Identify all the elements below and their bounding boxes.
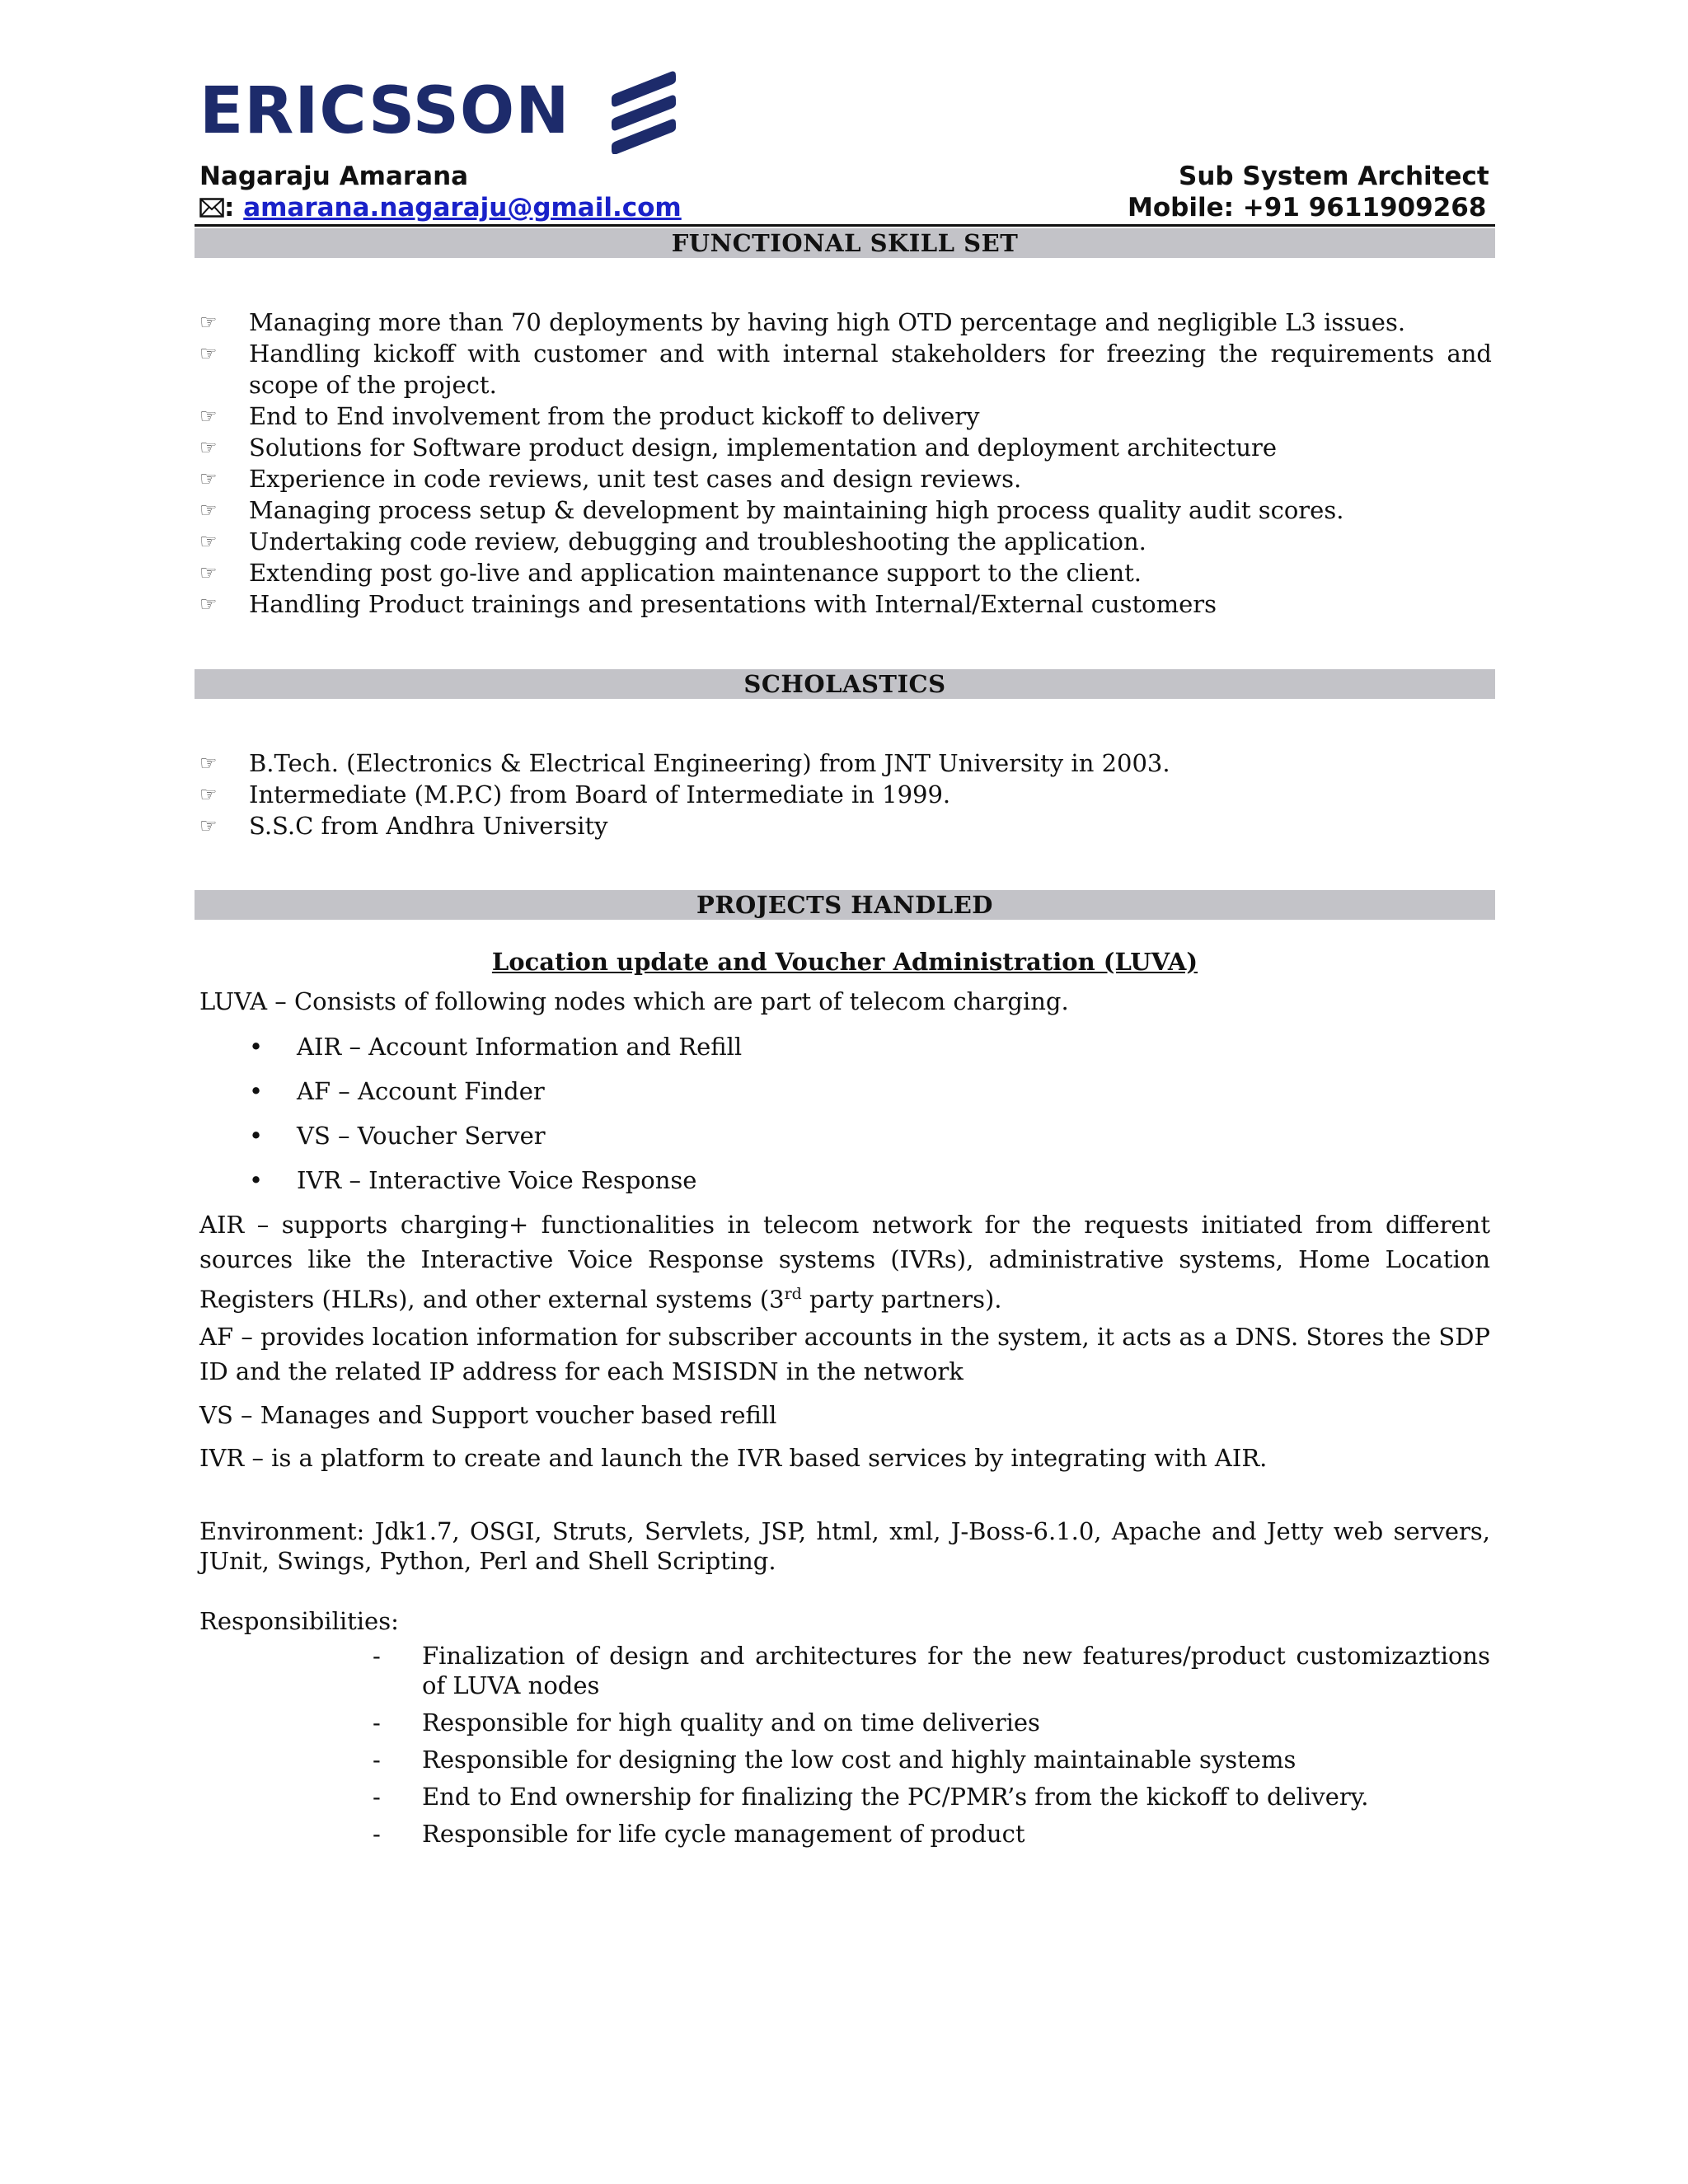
list-item: - Responsible for designing the low cost and highly maintainable systems	[373, 1746, 1296, 1774]
list-item: - Finalization of design and architectures for the new features/product customizaztions of LUVA nodes	[373, 1642, 1490, 1699]
logo-text: ERICSSON	[199, 74, 570, 148]
ericsson-mark-icon	[610, 68, 678, 154]
pointing-hand-icon: ☞	[199, 752, 218, 775]
section-header-functional-skills: FUNCTIONAL SKILL SET	[195, 228, 1495, 258]
responsibilities-label: Responsibilities:	[199, 1607, 399, 1635]
email-separator: :	[224, 193, 235, 223]
pointing-hand-icon: ☞	[199, 783, 218, 806]
ivr-description: IVR – is a platform to create and launch the IVR based services by integrating with AIR.	[199, 1444, 1268, 1472]
list-item: ☞ Managing process setup & development by maintaining high process quality audit scores.	[199, 496, 1344, 524]
list-item: • AF – Account Finder	[249, 1077, 545, 1105]
email-link[interactable]: amarana.nagaraju@gmail.com	[243, 193, 682, 223]
email-line	[199, 193, 682, 223]
af-description: AF – provides location information for subscriber accounts in the system, it acts as a DNS. Stores the SDP ID and the related IP address for each MSISDN in the network	[199, 1323, 1490, 1385]
list-item: ☞ Handling kickoff with customer and with internal stakeholders for freezing the requirements and scope of the project.	[199, 340, 1492, 399]
job-title: Sub System Architect	[1179, 162, 1489, 191]
air-description: AIR – supports charging+ functionalities in telecom network for the requests initiated from different sources like the Interactive Voice Response systems (IVRs), administrative systems, Home Location Registers (HLRs), and other external systems (3rd party partners).	[199, 1211, 1490, 1314]
node-list	[199, 1024, 1353, 1202]
list-item: ☞ Extending post go-live and application maintenance support to the client.	[199, 559, 1142, 587]
environment-text: Environment: Jdk1.7, OSGI, Struts, Servlets, JSP, html, xml, J-Boss-6.1.0, Apache and Jetty web servers, JUnit, Swings, Python, Perl and Shell Scripting.	[199, 1517, 1490, 1575]
pointing-hand-icon: ☞	[199, 814, 218, 837]
list-item: ☞ Undertaking code review, debugging and troubleshooting the application.	[199, 527, 1146, 555]
list-item: • VS – Voucher Server	[249, 1122, 546, 1150]
section-header-scholastics: SCHOLASTICS	[195, 669, 1495, 699]
scholastics-list	[198, 748, 1492, 841]
list-item: - Responsible for high quality and on time deliveries	[373, 1708, 1040, 1736]
ericsson-logo	[199, 66, 678, 157]
list-item: ☞ S.S.C from Andhra University	[199, 812, 608, 840]
pointing-hand-icon: ☞	[199, 436, 218, 459]
responsibilities-list	[363, 1641, 1490, 1856]
list-item: ☞ Intermediate (M.P.C) from Board of Intermediate in 1999.	[199, 780, 951, 808]
mobile-number: Mobile: +91 9611909268	[1128, 193, 1487, 223]
list-item: ☞ Experience in code reviews, unit test cases and design reviews.	[199, 465, 1022, 493]
pointing-hand-icon: ☞	[199, 593, 218, 616]
list-item: • AIR – Account Information and Refill	[249, 1033, 743, 1061]
list-item: ☞ End to End involvement from the product kickoff to delivery	[199, 402, 980, 430]
list-item: ☞ Solutions for Software product design, implementation and deployment architecture	[199, 434, 1278, 462]
list-item: • IVR – Interactive Voice Response	[249, 1166, 697, 1194]
header-divider	[195, 224, 1495, 227]
project-title: Location update and Voucher Administration (LUVA)	[491, 948, 1198, 976]
list-item: - End to End ownership for finalizing the PC/PMR’s from the kickoff to delivery.	[373, 1783, 1369, 1811]
list-item: ☞ Managing more than 70 deployments by having high OTD percentage and negligible L3 issues.	[199, 308, 1406, 336]
pointing-hand-icon: ☞	[199, 311, 218, 334]
project-intro: LUVA – Consists of following nodes which are part of telecom charging.	[199, 987, 1069, 1015]
pointing-hand-icon: ☞	[199, 530, 218, 553]
pointing-hand-icon: ☞	[199, 467, 218, 490]
pointing-hand-icon: ☞	[199, 342, 218, 365]
vs-description: VS – Manages and Support voucher based refill	[199, 1401, 777, 1429]
list-item: ☞ Handling Product trainings and presentations with Internal/External customers	[199, 590, 1217, 618]
envelope-icon	[199, 197, 224, 218]
candidate-name: Nagaraju Amarana	[199, 162, 469, 191]
pointing-hand-icon: ☞	[199, 499, 218, 522]
functional-skills-list	[198, 307, 1492, 620]
section-header-projects: PROJECTS HANDLED	[195, 890, 1495, 920]
list-item: - Responsible for life cycle management of product	[373, 1820, 1025, 1848]
list-item: ☞ B.Tech. (Electronics & Electrical Engineering) from JNT University in 2003.	[199, 749, 1170, 777]
pointing-hand-icon: ☞	[199, 561, 218, 584]
pointing-hand-icon: ☞	[199, 405, 218, 428]
